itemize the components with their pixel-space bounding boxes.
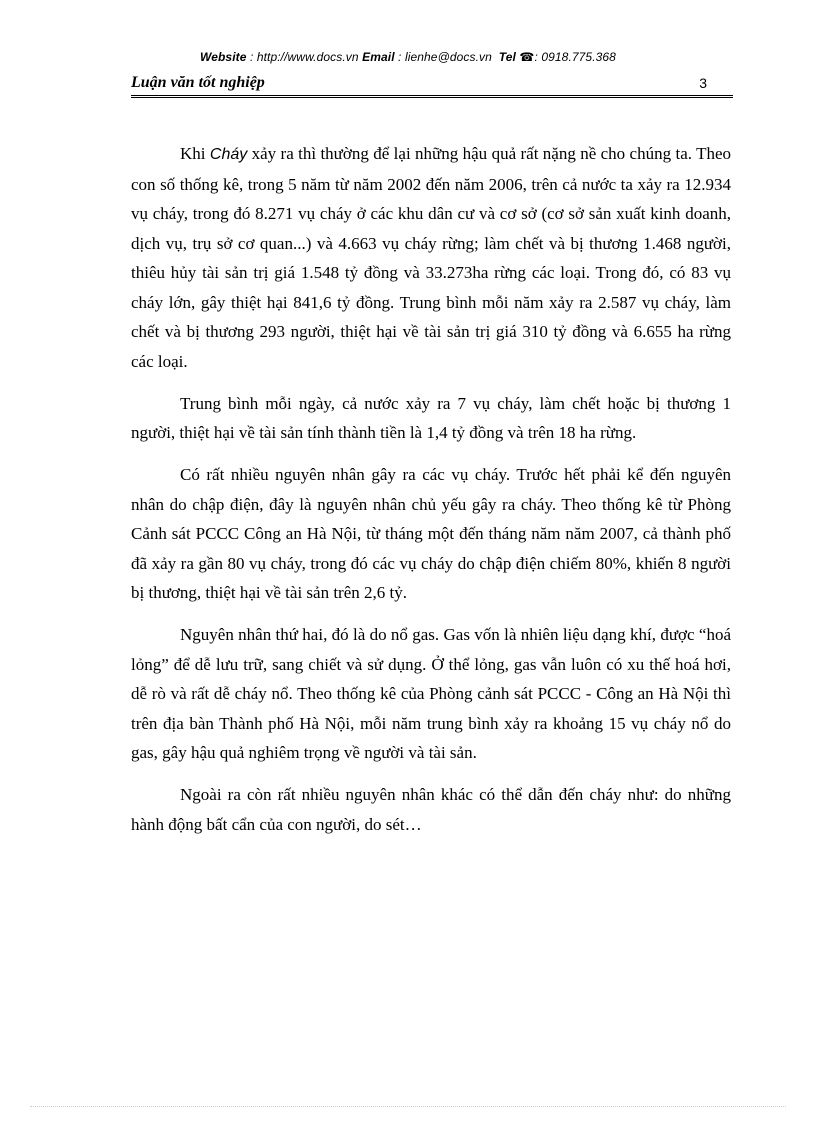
paragraph: Có rất nhiều nguyên nhân gây ra các vụ cháy. Trước hết phải kể đến nguyên nhân do chập điện, đây là nguyên nhân chủ yếu gây ra cháy. Theo thống kê từ Phòng Cảnh sát PCCC Công an Hà Nội, từ tháng một đến tháng năm năm 2007, cả thành phố đã xảy ra gần 80 vụ cháy, trong đó các vụ cháy do chập điện chiếm 80%, khiến 8 người bị thương, thiệt hại về tài sản trên 2,6 tỷ. [131, 465, 731, 602]
email-address[interactable]: lienhe@docs.vn [404, 50, 492, 64]
website-separator: : [246, 50, 257, 64]
email-separator: : [394, 50, 405, 64]
website-label: Website [200, 50, 247, 64]
page-number: 3 [699, 75, 707, 91]
paragraph: Ngoài ra còn rất nhiều nguyên nhân khác có thể dẫn đến cháy như: do những hành động bất cẩn của con người, do sét… [131, 785, 731, 834]
phone-icon: ☎ [519, 50, 535, 64]
header-rule [131, 95, 733, 98]
email-label: Email [362, 50, 395, 64]
page-header [131, 74, 733, 94]
paragraph-text: Khi [180, 144, 210, 163]
website-contact-line [0, 50, 816, 64]
paragraph: Trung bình mỗi ngày, cả nước xảy ra 7 vụ cháy, làm chết hoặc bị thương 1 người, thiệt hại về tài sản tính thành tiền là 1,4 tỷ đồng và trên 18 ha rừng. [131, 393, 731, 442]
document-title: Luận văn tốt nghiệp [131, 74, 265, 91]
footer-divider [30, 1106, 786, 1107]
body-text [131, 139, 731, 839]
paragraph [131, 139, 731, 376]
paragraph: Nguyên nhân thứ hai, đó là do nổ gas. Gas vốn là nhiên liệu dạng khí, được “hoá lỏng” để dễ lưu trữ, sang chiết và sử dụng. Ở thể lỏng, gas vẫn luôn có xu thế hoá hơi, dễ rò và rất dễ cháy nổ. Theo thống kê của Phòng cảnh sát PCCC - Công an Hà Nội thì trên địa bàn Thành phố Hà Nội, mỗi năm trung bình xảy ra khoảng 15 vụ cháy nổ do gas, gây hậu quả nghiêm trọng về người và tài sản. [131, 625, 731, 762]
tel-number: : 0918.775.368 [534, 50, 616, 64]
tel-label: Tel [498, 50, 516, 64]
paragraph-text: xảy ra thì thường để lại những hậu quả rất nặng nề cho chúng ta. Theo con số thống kê, trong 5 năm từ năm 2002 đến năm 2006, trên cả nước ta xảy ra 12.934 vụ cháy, trong đó 8.271 vụ cháy ở các khu dân cư và cơ sở (cơ sở sản xuất kinh doanh, dịch vụ, trụ sở cơ quan...) và 4.663 vụ cháy rừng; làm chết và bị thương 1.468 người, thiêu hủy tài sản trị giá 1.548 tỷ đồng và 33.273ha rừng các loại. Trong đó, có 83 vụ cháy lớn, gây thiệt hại 841,6 tỷ đồng. Trung bình mỗi năm xảy ra 2.587 vụ cháy, làm chết và bị thương 293 người, thiệt hại về tài sản trị giá 310 tỷ đồng và 6.655 ha rừng các loại. [131, 144, 731, 371]
emphasis-text: Cháy [209, 146, 248, 163]
website-url[interactable]: http://www.docs.vn [256, 50, 359, 64]
